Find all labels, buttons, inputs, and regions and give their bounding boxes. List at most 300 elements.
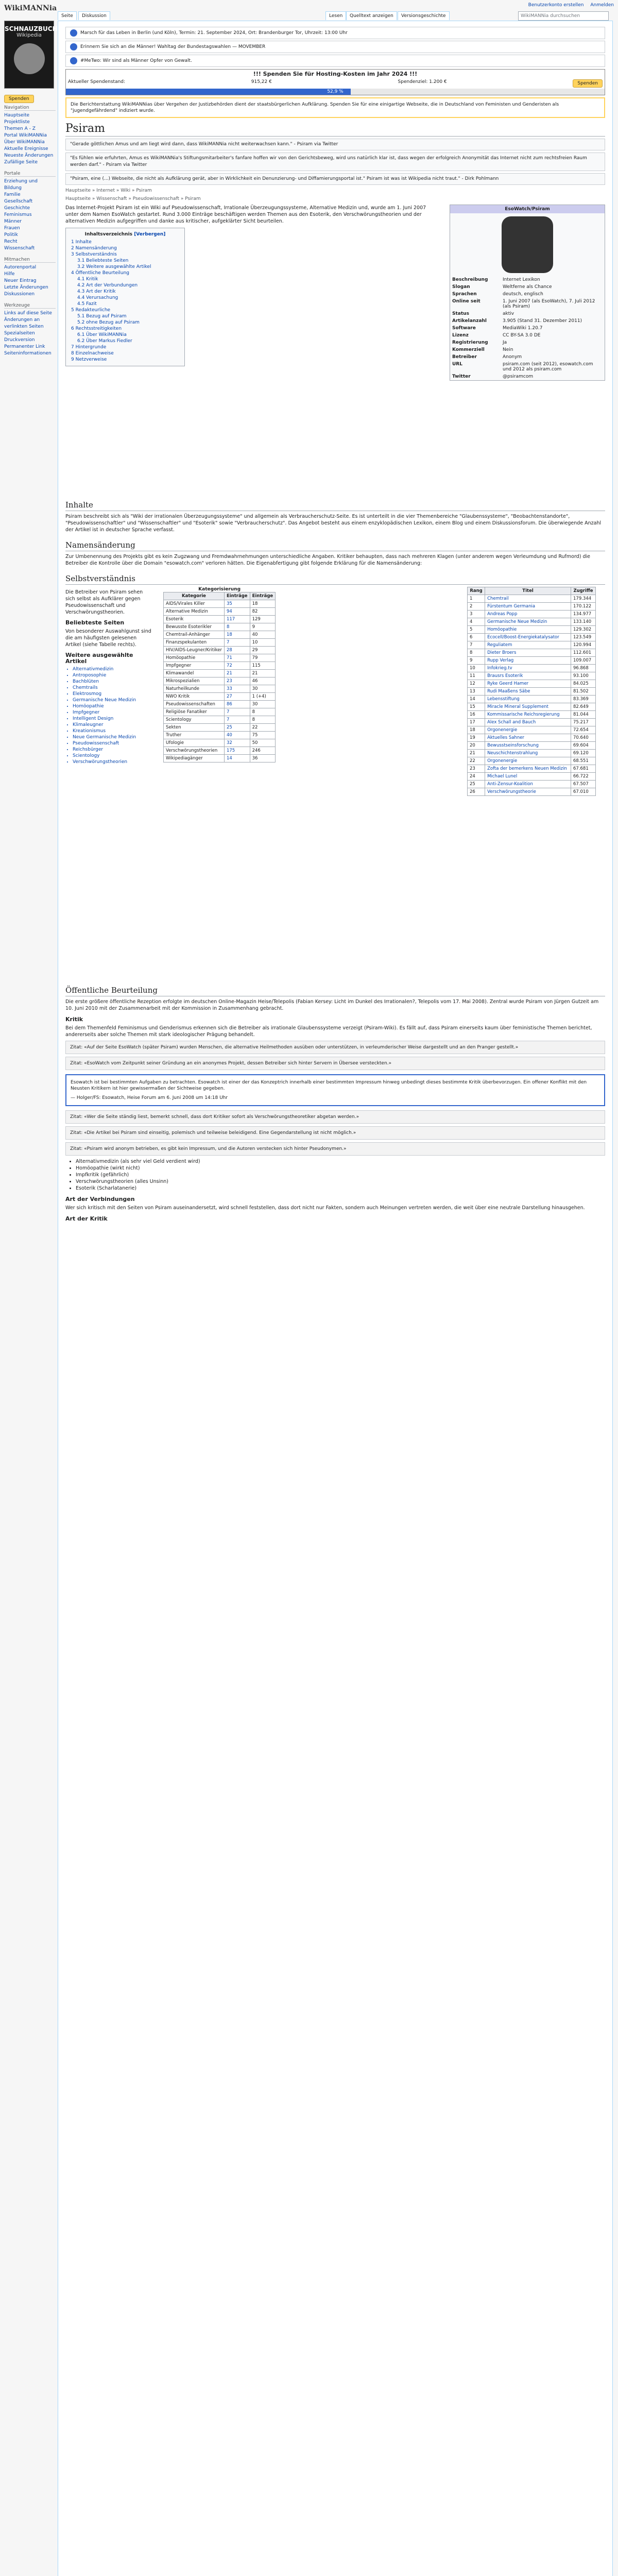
table-cell: 50 — [250, 739, 276, 747]
table-cell: 14 — [468, 696, 485, 703]
table-cell[interactable]: 27 — [224, 693, 250, 701]
toc-item[interactable]: 4.2 Art der Verbundungen — [77, 283, 138, 288]
table-cell: 29 — [250, 647, 276, 654]
table-row — [468, 649, 596, 657]
site-logo[interactable] — [4, 21, 58, 89]
table-cell: 40 — [250, 631, 276, 639]
weitere-item[interactable]: • Bachblüten — [73, 679, 153, 685]
table-cell[interactable]: Michael Lunel — [485, 773, 571, 781]
table-cell: 11 — [468, 672, 485, 680]
infobox-key: Online seit — [452, 299, 480, 304]
banner-2-text: Erinnern Sie sich an die Männer! Wahltag der Bundestagswahlen — MOVEMBER — [80, 44, 266, 49]
table-row — [468, 765, 596, 773]
notice-text: Die Berichterstattung WikiMANNias über Vergehen der Justizbehörden dient der staatsbürgerlichen Aufklärung. Spenden Sie für eine einigartige Webseite, die in Deutschland von Feministen und Genderisten als "jugendgefährdend" indiziert wurde. — [71, 102, 559, 113]
table-header[interactable]: Titel — [485, 587, 571, 595]
table-cell[interactable]: Dieter Broers — [485, 649, 571, 657]
create-account-link[interactable]: Benutzerkonto erstellen — [528, 3, 584, 8]
table-row — [164, 616, 276, 623]
sidebar-item[interactable]: Spezialseiten — [4, 331, 35, 336]
infobox-row — [450, 298, 605, 310]
infobox-row — [450, 317, 605, 325]
search-input[interactable]: WikiMANNia durchsuchen — [518, 11, 609, 21]
infobox-value: aktiv — [503, 311, 514, 316]
table-cell: 129.302 — [571, 626, 596, 634]
inhalte-text: Psiram beschreibt sich als "Wiki der irrationalen Überzeugungssysteme" und allgemein als Verbraucherschutz-Seite. Es ist unterteilt in die vier Themenbereiche "Glaubenssysteme", "Beobachtenstandorte", "Pseudowissenschaftler" und "Wissenschaftler" und "Esoterik" sowie "Verbraucherschutz". Das Angebot besteht aus einem enzyklopädischen Lexikon, einem Blog und einem Diskussionsforum. Die überwiegende Anzahl der Artikel ist in deutscher Sprache verfasst. — [65, 514, 602, 533]
banner-2[interactable] — [65, 41, 605, 53]
infobox-row — [450, 310, 605, 317]
zitat-3: Zitat: «Wer die Seite ständig liest, bemerkt schnell, dass dort Kritiker sofort als Verschwörungstheoretiker abgetan werden.» — [65, 1110, 605, 1124]
sidebar-item[interactable]: Aktuelle Ereignisse — [4, 146, 48, 151]
table-cell[interactable]: 7 — [224, 639, 250, 647]
table-cell: 36 — [250, 755, 276, 762]
table-header[interactable]: Einträge — [224, 592, 250, 600]
infobox-key: Registrierung — [452, 340, 488, 345]
table-cell: Bewusste Esoterikler — [164, 623, 225, 631]
table-cell: Naturheilkunde — [164, 685, 225, 693]
table-cell[interactable]: Kommissarische Reichsregierung — [485, 711, 571, 719]
sidebar-item[interactable]: Neuer Eintrag — [4, 278, 37, 283]
heading-kritik: Kritik — [65, 1016, 83, 1023]
toc-toggle[interactable]: [Verbergen] — [134, 232, 166, 237]
table-row — [468, 773, 596, 781]
table-header[interactable]: Zugriffe — [571, 587, 596, 595]
table-row — [468, 672, 596, 680]
table-cell[interactable]: Rupp Verlag — [485, 657, 571, 665]
breadcrumb[interactable]: Hauptseite » Internet » Wiki » Psiram — [65, 188, 152, 193]
table-cell[interactable]: Orgonenergie — [485, 726, 571, 734]
infobox-row — [450, 361, 605, 373]
table-cell: 21 — [250, 670, 276, 677]
table-cell: 1 (+4) — [250, 693, 276, 701]
table-cell[interactable]: 23 — [224, 677, 250, 685]
banner-1-text: Marsch für das Leben in Berlin (und Köln), Termin: 21. September 2024, Ort: Brandenburger Tor, Uhrzeit: 13:00 Uhr — [80, 30, 348, 36]
table-row — [164, 747, 276, 755]
table-cell: Mikrospezialien — [164, 677, 225, 685]
infobox-title: EsoWatch/Psiram — [450, 205, 605, 213]
sidebar-item[interactable]: Projektliste — [4, 120, 30, 125]
heading-beurteilung: Öffentliche Beurteilung — [65, 986, 605, 996]
sidebar-item[interactable]: Portal WikiMANNia — [4, 133, 47, 138]
table-cell: 93.100 — [571, 672, 596, 680]
sidebar-item[interactable]: Hauptseite — [4, 113, 30, 118]
bullet-item: • Verschwörungstheorien (alles Unsinn) — [76, 1178, 605, 1185]
table-row — [468, 634, 596, 641]
infobox-row — [450, 283, 605, 291]
table-cell: 10 — [250, 639, 276, 647]
weitere-item[interactable]: • Antroposophie — [73, 672, 153, 679]
infobox-value: @psiramcom — [503, 374, 534, 379]
table-row — [468, 595, 596, 603]
infobox-row — [450, 332, 605, 339]
table-cell: 9 — [250, 623, 276, 631]
table-cell: 170.122 — [571, 603, 596, 611]
table-cell[interactable]: 21 — [224, 670, 250, 677]
weitere-item[interactable]: • Germanische Neue Medizin — [73, 697, 153, 703]
weitere-item[interactable]: • Chemtrails — [73, 685, 153, 691]
sidebar-group — [4, 171, 56, 252]
table-cell: Sekten — [164, 724, 225, 732]
banner-3[interactable] — [65, 55, 605, 67]
table-row — [164, 608, 276, 616]
weitere-item[interactable]: • Elektrosmog — [73, 691, 153, 697]
sidebar-donate-button[interactable]: Spenden — [4, 95, 34, 103]
toc-item[interactable]: 4.4 Verursachung — [77, 295, 118, 300]
table-cell[interactable]: Reguliatem — [485, 641, 571, 649]
rank-table — [467, 587, 596, 796]
donate-button[interactable]: Spenden — [573, 79, 603, 88]
table-row — [468, 703, 596, 711]
table-cell[interactable]: 94 — [224, 608, 250, 616]
toc-item[interactable]: 7 Hintergrunde — [71, 345, 107, 350]
infobox-value: 3.905 (Stand 31. Dezember 2011) — [503, 318, 582, 324]
donation-title: !!! Spenden Sie für Hosting-Kosten im Jahr 2024 !!! — [66, 70, 605, 78]
sidebar-item[interactable]: Über WikiMANNia — [4, 140, 45, 145]
table-cell: 20 — [468, 742, 485, 750]
zitat-5: Zitat: «Psiram wird anonym betrieben, es gibt kein Impressum, und die Autoren verstecken sich hinter Pseudonymen.» — [65, 1142, 605, 1156]
table-cell[interactable]: 7 — [224, 708, 250, 716]
table-cell: 8 — [250, 708, 276, 716]
sidebar-item[interactable]: Männer — [4, 219, 22, 224]
sidebar-item[interactable]: Frauen — [4, 226, 20, 231]
table-cell[interactable]: Ryke Geerd Hamer — [485, 680, 571, 688]
table-cell: 134.977 — [571, 611, 596, 618]
table-row — [468, 788, 596, 796]
intro-area — [65, 205, 605, 493]
sidebar-item[interactable]: Gesellschaft — [4, 199, 33, 204]
table-row — [468, 726, 596, 734]
table-row — [468, 742, 596, 750]
table-row — [468, 626, 596, 634]
table-cell: 67.507 — [571, 781, 596, 788]
infobox — [450, 205, 605, 381]
selbst-area — [65, 587, 605, 978]
table-cell: 24 — [468, 773, 485, 781]
sidebar-item[interactable]: Diskussionen — [4, 292, 35, 297]
table-cell[interactable]: Rudi Maaßens Säbe — [485, 688, 571, 696]
weitere-item[interactable]: • Reichsbürger — [73, 747, 153, 753]
heading-selbst: Selbstverständnis — [65, 574, 605, 585]
table-cell: 72.654 — [571, 726, 596, 734]
table-cell: Esoterik — [164, 616, 225, 623]
table-row — [164, 662, 276, 670]
sidebar-item[interactable]: Links auf diese Seite — [4, 311, 52, 316]
table-cell: 120.994 — [571, 641, 596, 649]
infobox-value: CC BY-SA 3.0 DE — [503, 333, 541, 338]
table-cell: 6 — [468, 634, 485, 641]
table-cell[interactable]: Neuschichtenstrahlung — [485, 750, 571, 757]
bullet-list — [76, 1158, 605, 1192]
sidebar-group — [4, 303, 56, 357]
table-row — [468, 611, 596, 618]
table-cell[interactable]: 71 — [224, 654, 250, 662]
table-cell: 22 — [250, 724, 276, 732]
beliebteste-text: Von besonderer Auswahlgunst sind die am häufigsten gelesenen Artikel (siehe Tabelle rechts). — [65, 629, 151, 648]
table-cell[interactable]: Zofta der bemerkens Neuen Medizin — [485, 765, 571, 773]
table-header[interactable]: Einträge — [250, 592, 276, 600]
table-cell[interactable]: Brausrs Esoterik — [485, 672, 571, 680]
weitere-item[interactable]: • Alternativmedizin — [73, 666, 153, 672]
table-cell: Wikipediagänger — [164, 755, 225, 762]
infobox-key: Slogan — [452, 284, 470, 290]
sidebar-item[interactable]: Familie — [4, 192, 21, 197]
kritik-text: Bei dem Themenfeld Feminismus und Genderismus erkennen sich die Betreiber als irrationale Glaubenssysteme verzeigt (Psiram-Wiki). Es fällt auf, dass Psiram einerseits kaum über feministische Themen berichtet, andererseits aber solche Themen mit stark ideologischer Prägung behandelt. — [65, 1025, 592, 1038]
intro-paragraph: Das Internet-Projekt Psiram ist ein Wiki auf Pseudowissenschaft, Irrationale Überzeugungssysteme, Alternative Medizin und, wurde am 1. Juni 2007 unter dem Namen EsoWatch gestartet. Rund 3.000 Einträge beschäftigen werden Themen aus den Esoterik, den Verschwörungstheorien und der alternativen Medizin aufgegriffen und danke aus kritischer, aufgeklärter Sicht beurteilen. — [65, 205, 426, 224]
table-cell: 3 — [468, 611, 485, 618]
toc-item[interactable]: 4.3 Art der Kritik — [77, 289, 116, 294]
breadcrumb-2[interactable]: Hauptseite » Wissenschaft » Pseudowissenschaft » Psiram — [65, 196, 201, 201]
table-row — [468, 641, 596, 649]
zitat-4: Zitat: «Die Artikel bei Psiram sind einseitig, polemisch und teilweise beleidigend. Eine Gegendarstellung ist nicht möglich.» — [65, 1126, 605, 1140]
table-cell: 9 — [468, 657, 485, 665]
weitere-item[interactable]: • Homöopathie — [73, 703, 153, 709]
rank-table-wrap — [467, 587, 596, 796]
category-table-wrap — [163, 587, 276, 762]
toc-item[interactable]: 5 Redakteurliche — [71, 308, 111, 313]
table-cell: Klimawandel — [164, 670, 225, 677]
sidebar-item[interactable]: Permanenter Link — [4, 344, 45, 349]
table-cell: 66.722 — [571, 773, 596, 781]
table-row — [468, 734, 596, 742]
toc-item[interactable]: 4 Öffentliche Beurteilung — [71, 270, 129, 276]
login-link[interactable]: Anmelden — [590, 3, 614, 8]
table-cell: 84.025 — [571, 680, 596, 688]
table-cell[interactable]: Fürstentum Germania — [485, 603, 571, 611]
toc-item[interactable]: 6.1 Über WikiMANNia — [77, 332, 127, 337]
donation-left: Aktueller Spendenstand: — [68, 79, 126, 84]
weitere-item[interactable]: • Kreationismus — [73, 728, 153, 734]
tab-lesen[interactable]: Lesen — [325, 11, 346, 20]
toc-item[interactable]: 4.1 Kritik — [77, 277, 98, 282]
logo-portrait — [14, 43, 45, 74]
table-cell: 22 — [468, 757, 485, 765]
table-cell[interactable]: 117 — [224, 616, 250, 623]
tab-quelltext[interactable]: Quelltext anzeigen — [346, 11, 397, 20]
table-cell[interactable]: Chemtrail — [485, 595, 571, 603]
table-cell[interactable]: 175 — [224, 747, 250, 755]
table-cell[interactable]: 33 — [224, 685, 250, 693]
weitere-item[interactable]: • Impfgegner — [73, 709, 153, 716]
table-row — [468, 757, 596, 765]
table-cell[interactable]: Lebensstiftung — [485, 696, 571, 703]
sidebar-item[interactable]: Seiteninformationen — [4, 351, 52, 356]
toc-item[interactable]: 8 Einzelnachweise — [71, 351, 114, 356]
table-cell: 133.140 — [571, 618, 596, 626]
donation-percent: 52,9 % — [327, 89, 344, 94]
toc-item[interactable]: 6 Rechtsstreitigkeiten — [71, 326, 122, 331]
infobox-value: Weltferne als Chance — [503, 284, 552, 290]
tab-seite[interactable]: Seite — [58, 11, 77, 20]
table-cell[interactable]: Aktuelles Sahner — [485, 734, 571, 742]
table-cell: 67.010 — [571, 788, 596, 796]
sidebar-item[interactable]: Geschichte — [4, 206, 30, 211]
weitere-item[interactable]: • Klimaleugner — [73, 722, 153, 728]
table-cell[interactable]: 32 — [224, 739, 250, 747]
table-cell: 246 — [250, 747, 276, 755]
toc-items — [71, 239, 179, 363]
table-cell: 82 — [250, 608, 276, 616]
table-cell[interactable]: 28 — [224, 647, 250, 654]
tab-diskussion[interactable]: Diskussion — [78, 11, 110, 20]
infobox-logo — [502, 216, 553, 273]
highlight-box — [65, 1074, 605, 1106]
table-cell: 30 — [250, 685, 276, 693]
table-cell[interactable]: Miracle Mineral Supplement — [485, 703, 571, 711]
table-cell: NWO Kritik — [164, 693, 225, 701]
table-cell[interactable]: Verschwörungstheorie — [485, 788, 571, 796]
weitere-item[interactable]: • Pseudowissenschaft — [73, 740, 153, 747]
table-cell: 109.007 — [571, 657, 596, 665]
table-cell: Religiöse Fanatiker — [164, 708, 225, 716]
sidebar-item[interactable]: Druckversion — [4, 337, 35, 343]
sidebar-item[interactable]: Wissenschaft — [4, 246, 35, 251]
table-cell[interactable]: 14 — [224, 755, 250, 762]
table-cell[interactable]: 72 — [224, 662, 250, 670]
info-icon — [70, 57, 77, 64]
table-cell[interactable]: 7 — [224, 716, 250, 724]
table-cell: 18 — [468, 726, 485, 734]
sidebar-group-title: Portale — [4, 171, 56, 177]
infobox-key: Software — [452, 326, 476, 331]
infobox-row — [450, 325, 605, 332]
table-row — [468, 719, 596, 726]
toc-item[interactable]: 3.1 Beliebteste Seiten — [77, 258, 129, 263]
tab-versionen[interactable]: Versionsgeschichte — [398, 11, 450, 20]
selbst-left — [65, 587, 153, 766]
table-cell: 1 — [468, 595, 485, 603]
table-cell[interactable]: 35 — [224, 600, 250, 608]
sidebar-item[interactable]: Autorenportal — [4, 265, 37, 270]
toc-item[interactable]: 1 Inhalte — [71, 240, 92, 245]
table-cell[interactable]: 25 — [224, 724, 250, 732]
toc-item[interactable]: 5.1 Bezug auf Psiram — [77, 314, 127, 319]
toc-item[interactable]: 3 Selbstverständnis — [71, 252, 117, 257]
sidebar-item[interactable]: Themen A - Z — [4, 126, 36, 131]
highlight-sign: — Holger/FS: Esowatch, Heise Forum am 6. Juni 2008 um 14:18 Uhr — [71, 1095, 228, 1100]
table-cell: 15 — [468, 703, 485, 711]
sidebar-item[interactable]: Hilfe — [4, 272, 15, 277]
infobox-value: Internet Lexikon — [503, 277, 540, 282]
table-cell: 69.604 — [571, 742, 596, 750]
banner-1[interactable] — [65, 27, 605, 39]
table-cell: 26 — [468, 788, 485, 796]
top-bar — [0, 0, 618, 11]
table-header[interactable]: Rang — [468, 587, 485, 595]
table-cell: 13 — [468, 688, 485, 696]
toc-item[interactable]: 6.2 Über Markus Fiedler — [77, 338, 132, 344]
toc-item[interactable]: 5.2 ohne Bezug auf Psiram — [77, 320, 140, 325]
donation-amount: 915,22 € — [251, 79, 272, 84]
weitere-list — [65, 666, 153, 765]
toc-item[interactable]: 4.5 Fazit — [77, 301, 97, 307]
sidebar-item[interactable]: Recht — [4, 239, 18, 244]
weitere-item[interactable]: • Verschwörungstheorien — [73, 759, 153, 765]
table-cell[interactable]: Andreas Popp — [485, 611, 571, 618]
table-cell: 69.120 — [571, 750, 596, 757]
infobox-key: Artikelanzahl — [452, 318, 487, 324]
table-row — [164, 701, 276, 708]
table-row — [468, 657, 596, 665]
weitere-item[interactable]: • Intelligent Design — [73, 716, 153, 722]
table-cell: 8 — [250, 716, 276, 724]
table-cell[interactable]: Ecocell/Boost-Energiekatalysator — [485, 634, 571, 641]
table-cell[interactable]: Orgonenergie — [485, 757, 571, 765]
table-cell[interactable]: 8 — [224, 623, 250, 631]
sidebar-item[interactable]: Politik — [4, 232, 18, 238]
table-cell[interactable]: Alex Schall and Bauch — [485, 719, 571, 726]
table-row — [468, 603, 596, 611]
table-cell: 5 — [468, 626, 485, 634]
table-cell: 79 — [250, 654, 276, 662]
table-header-row — [468, 587, 596, 595]
table-header[interactable]: Kategorie — [164, 592, 225, 600]
infobox-row — [450, 346, 605, 353]
table-cell: 81.044 — [571, 711, 596, 719]
table-cell[interactable]: 18 — [224, 631, 250, 639]
table-row — [164, 639, 276, 647]
table-cell[interactable]: 40 — [224, 732, 250, 739]
table-of-contents — [65, 228, 185, 366]
weitere-item[interactable]: • Neue Germanische Medizin — [73, 734, 153, 740]
toc-item[interactable]: 3.2 Weitere ausgewählte Artikel — [77, 264, 151, 269]
zitat-1: Zitat: «Auf der Seite EsoWatch (später Psiram) wurden Menschen, die alternative Heilmethoden ausüben oder unterstützen, in verleumderischer Weise dargestellt und an den Pranger gestellt.» — [65, 1041, 605, 1054]
table-cell[interactable]: Germanische Neue Medizin — [485, 618, 571, 626]
intro-column — [65, 205, 436, 366]
banner-3-text: #MeTwo: Wir sind als Männer Opfer von Gewalt. — [80, 58, 192, 63]
site-logo-text[interactable]: WikiMANNia — [4, 4, 57, 12]
table-row — [468, 781, 596, 788]
heading-kritik2: Art der Kritik — [65, 1215, 108, 1222]
toc-item[interactable]: 9 Netzverweise — [71, 357, 107, 362]
table-row — [468, 711, 596, 719]
table-row — [468, 618, 596, 626]
sidebar-item[interactable]: Erziehung und Bildung — [4, 179, 38, 191]
table-cell: Alternative Medizin — [164, 608, 225, 616]
table-cell: Homöopathie — [164, 654, 225, 662]
sidebar-item[interactable]: Neueste Änderungen — [4, 153, 54, 158]
table-cell: 8 — [468, 649, 485, 657]
toc-item[interactable]: 2 Namensänderung — [71, 246, 117, 251]
table-row — [164, 600, 276, 608]
sidebar-item[interactable]: Änderungen an verlinkten Seiten — [4, 317, 44, 329]
info-icon — [70, 43, 77, 50]
infobox-row — [450, 353, 605, 361]
donation-goal: Spendenziel: 1.200 € — [398, 79, 447, 84]
infobox-row — [450, 373, 605, 380]
heading-inhalte: Inhalte — [65, 500, 605, 511]
sidebar-item[interactable]: Letzte Änderungen — [4, 285, 48, 290]
quote-3: "Psiram, eine (...) Webseite, die nicht als Aufklärung gerät, aber in Wirklichkeit ein Denunzierung- und Diffamierungsportal ist." Psiram ist was ist Wikipedia nicht traut." - Dirk Pohlmann — [65, 173, 605, 185]
table-cell: 70.640 — [571, 734, 596, 742]
table-cell[interactable]: Homöopathie — [485, 626, 571, 634]
infobox-value: 1. Juni 2007 (als EsoWatch), 7. Juli 2012 (als Psiram) — [503, 299, 595, 309]
infobox-value: deutsch, englisch — [503, 292, 543, 297]
table-cell[interactable]: 86 — [224, 701, 250, 708]
table-cell[interactable]: Anti-Zensur-Koalition — [485, 781, 571, 788]
sidebar-item[interactable]: Zufällige Seite — [4, 160, 38, 165]
table-cell: 81.502 — [571, 688, 596, 696]
heading-beliebteste: Beliebteste Seiten — [65, 619, 125, 626]
table-cell: 75.217 — [571, 719, 596, 726]
sidebar-item[interactable]: Feminismus — [4, 212, 32, 217]
quote-1: "Gerade göttlichen Amus und am liegt wird dann, dass WikiMANNia nicht weiterwachsen kann." - Psiram via Twitter — [65, 139, 605, 150]
table-cell[interactable]: Bewusstseinsforschung — [485, 742, 571, 750]
table-row — [468, 696, 596, 703]
notice-box — [65, 97, 605, 118]
table-row — [164, 677, 276, 685]
weitere-item[interactable]: • Scientology — [73, 753, 153, 759]
page-title: Psiram — [65, 122, 605, 137]
table-cell[interactable]: Infokrieg.tv — [485, 665, 571, 672]
